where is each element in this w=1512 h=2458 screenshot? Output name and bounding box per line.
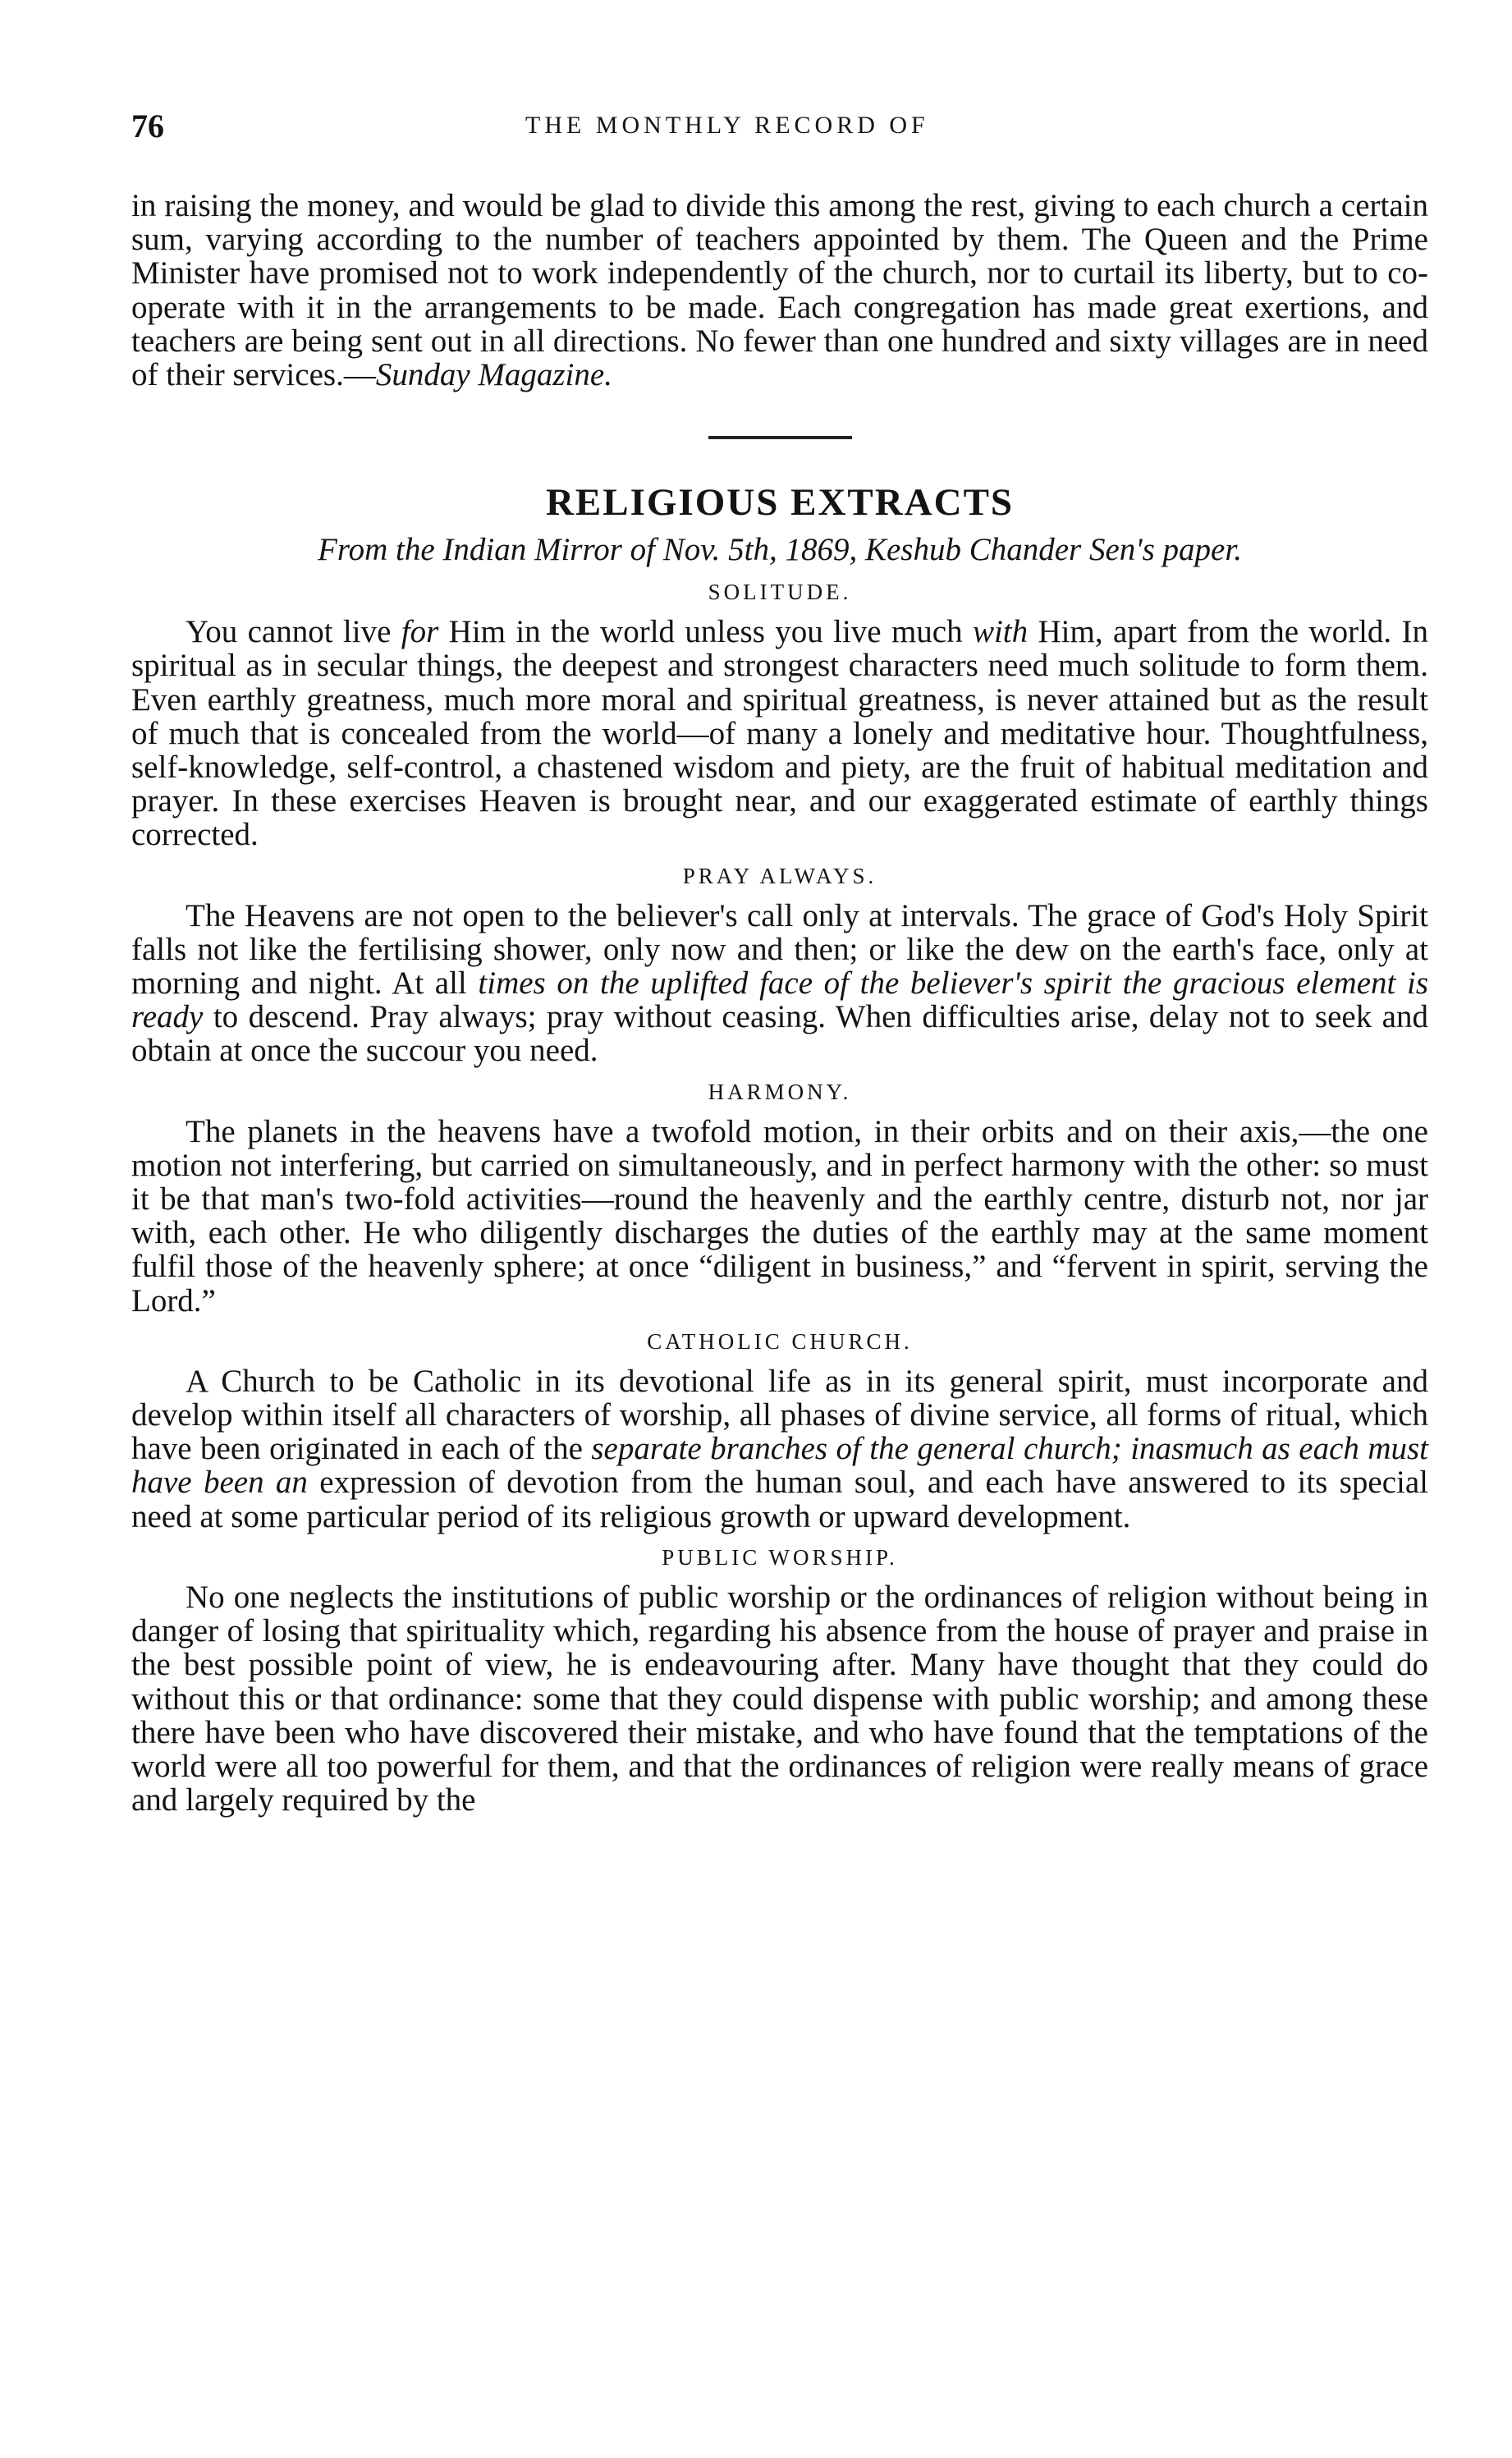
solitude-emphasis-for: for xyxy=(401,614,439,650)
solitude-emphasis-with: with xyxy=(972,614,1029,650)
pray-always-text-2: to descend. Pray always; pray without ceasing. When difficulties arise, delay not to seek and obtain at once the succour you need. xyxy=(131,999,1428,1069)
harmony-paragraph: The planets in the heavens have a twofold motion, in their orbits and on their axis,—the one motion not interfering, but carried on simultaneously, and in perfect harmony with the other: so must it be that man's two-fold activities—round the heavenly and the earthly centre, disturb not, nor jar with, each other. He who diligently discharges the duties of the earthly may at the same moment fulfil those of the heavenly sphere; at once “diligent in business,” and “fervent in spirit, serving the Lord.” xyxy=(131,1113,1428,1318)
solitude-text-1: You cannot live xyxy=(186,614,401,650)
public-worship-paragraph: No one neglects the institutions of public worship or the ordinances of religion without being in danger of losing that spirituality which, regarding his absence from the house of prayer and praise in the best possible point of view, he is endeavouring after. Many have thought that they could do without this or that ordinance: some that they could dispense with public worship; and among these there have been who have discovered their mistake, and who have found that the temptations of the world were all too powerful for them, and that the ordinances of religion were really means of grace and largely required by the xyxy=(131,1579,1428,1818)
pray-always-emphasis: times on the uplifted face of the believer's spirit the gracious element is ready xyxy=(131,965,1428,1035)
harmony-heading: HARMONY. xyxy=(708,1079,852,1104)
catholic-church-text-2: expression of devotion from the human soul, and each have answered to its special need at some particular period of its religious growth or upward development. xyxy=(131,1465,1428,1534)
solitude-paragraph xyxy=(131,615,1428,851)
pray-always-paragraph xyxy=(131,899,1428,1068)
solitude-text-3: Him, apart from the world. In spiritual as in secular things, the deepest and strongest characters need much solitude to form them. Even earthly greatness, much more moral and spiritual greatness, is never attained but as the result of much that is concealed from the world—of many a lonely and meditative hour. Thoughtfulness, self-knowledge, self-control, a chastened wisdom and piety, are the fruit of habitual meditation and prayer. In these exercises Heaven is brought near, and our exaggerated estimate of earthly things corrected. xyxy=(131,614,1428,853)
opening-text: in raising the money, and would be glad to divide this among the rest, giving to each church a certain sum, varying according to the number of teachers appointed by them. The Queen and the Prime Minister have promised not to work independently of the church, nor to curtail its liberty, but to co-operate with it in the arrangements to be made. Each congregation has made great exertions, and teachers are being sent out in all directions. No fewer than one hundred and sixty villages are in need of their services.— xyxy=(131,188,1428,393)
opening-paragraph xyxy=(131,189,1428,392)
running-head xyxy=(131,107,1428,156)
section-divider xyxy=(708,436,852,439)
public-worship-heading: PUBLIC WORSHIP. xyxy=(662,1544,898,1570)
catholic-church-heading: CATHOLIC CHURCH. xyxy=(647,1328,913,1354)
text-column xyxy=(131,189,1428,1817)
page-number: 76 xyxy=(131,108,164,144)
catholic-church-paragraph xyxy=(131,1364,1428,1534)
pray-always-text-1: The Heavens are not open to the believer's call only at intervals. The grace of God's Holy Spirit falls not like the fertilising shower, only now and then; or like the dew on the earth's face, only at morning and night. At all xyxy=(131,897,1428,1002)
religious-extracts-heading: RELIGIOUS EXTRACTS xyxy=(545,481,1015,525)
opening-source: Sunday Magazine. xyxy=(375,357,612,393)
pray-always-heading: PRAY ALWAYS. xyxy=(682,863,877,888)
catholic-church-text-1: A Church to be Catholic in its devotional life as in its general spirit, must incorporate and develop within itself all characters of worship, all phases of divine service, all forms of ritual, which have been originated in each of the xyxy=(131,1363,1428,1467)
catholic-church-emphasis: separate branches of the general church; inasmuch as each must have been an xyxy=(131,1431,1428,1501)
journal-title: THE MONTHLY RECORD OF xyxy=(525,112,929,139)
solitude-text-2: Him in the world unless you live much xyxy=(438,614,973,650)
solitude-heading: SOLITUDE. xyxy=(708,580,852,605)
extracts-source-line: From the Indian Mirror of Nov. 5th, 1869, Keshub Chander Sen's paper. xyxy=(318,532,1242,568)
